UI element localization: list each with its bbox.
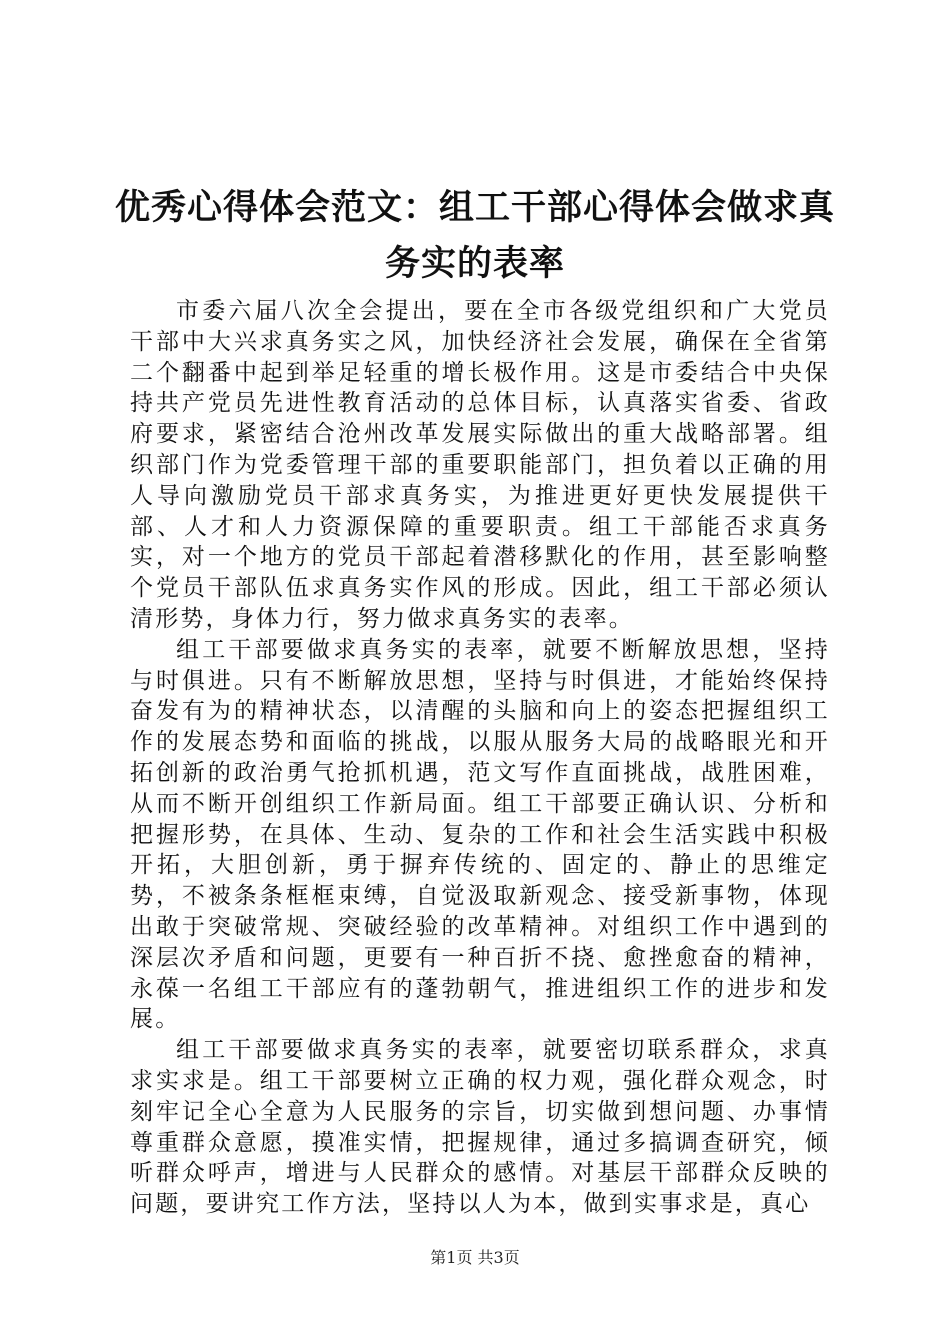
paragraph: 市委六届八次全会提出，要在全市各级党组织和广大党员干部中大兴求真务实之风，加快经济社会发展，确保在全省第二个翻番中起到举足轻重的增长极作用。这是市委结合中央保持共产党员先进性教育活动的总体目标，认真落实省委、省政府要求，紧密结合沧州改革发展实际做出的重大战略部署。组织部门作为党委管理干部的重要职能部门，担负着以正确的用人导向激励党员干部求真务实，为推进更好更快发展提供干部、人才和人力资源保障的重要职责。组工干部能否求真务实，对一个地方的党员干部起着潜移默化的作用，甚至影响整个党员干部队伍求真务实作风的形成。因此，组工干部必须认清形势，身体力行，努力做求真务实的表率。 [130, 298, 830, 632]
document-title: 优秀心得体会范文：组工干部心得体会做求真务实的表率 [114, 187, 835, 284]
page-number-footer: 第1页 共3页 [430, 1248, 520, 1267]
paragraph: 组工干部要做求真务实的表率，就要密切联系群众，求真求实求是。组工干部要树立正确的权力观，强化群众观念，时刻牢记全心全意为人民服务的宗旨，切实做到想问题、办事情尊重群众意愿，摸准实情，把握规律，通过多搞调查研究，倾听群众呼声，增进与人民群众的感情。对基层干部群众反映的问题，要讲究工作方法，坚持以人为本，做到实事求是，真心 [130, 1037, 830, 1218]
document-body [130, 296, 830, 1220]
paragraph: 组工干部要做求真务实的表率，就要不断解放思想，坚持与时俱进。只有不断解放思想，坚持与时俱进，才能始终保持奋发有为的精神状态，以清醒的头脑和向上的姿态把握组织工作的发展态势和面临的挑战，以服从服务大局的战略眼光和开拓创新的政治勇气抢抓机遇，范文写作直面挑战，战胜困难，从而不断开创组织工作新局面。组工干部要正确认识、分析和把握形势，在具体、生动、复杂的工作和社会生活实践中积极开拓，大胆创新，勇于摒弃传统的、固定的、静止的思维定势，不被条条框框束缚，自觉汲取新观念、接受新事物，体现出敢于突破常规、突破经验的改革精神。对组织工作中遇到的深层次矛盾和问题，更要有一种百折不挠、愈挫愈奋的精神，永葆一名组工干部应有的蓬勃朝气，推进组织工作的进步和发展。 [130, 636, 830, 1033]
